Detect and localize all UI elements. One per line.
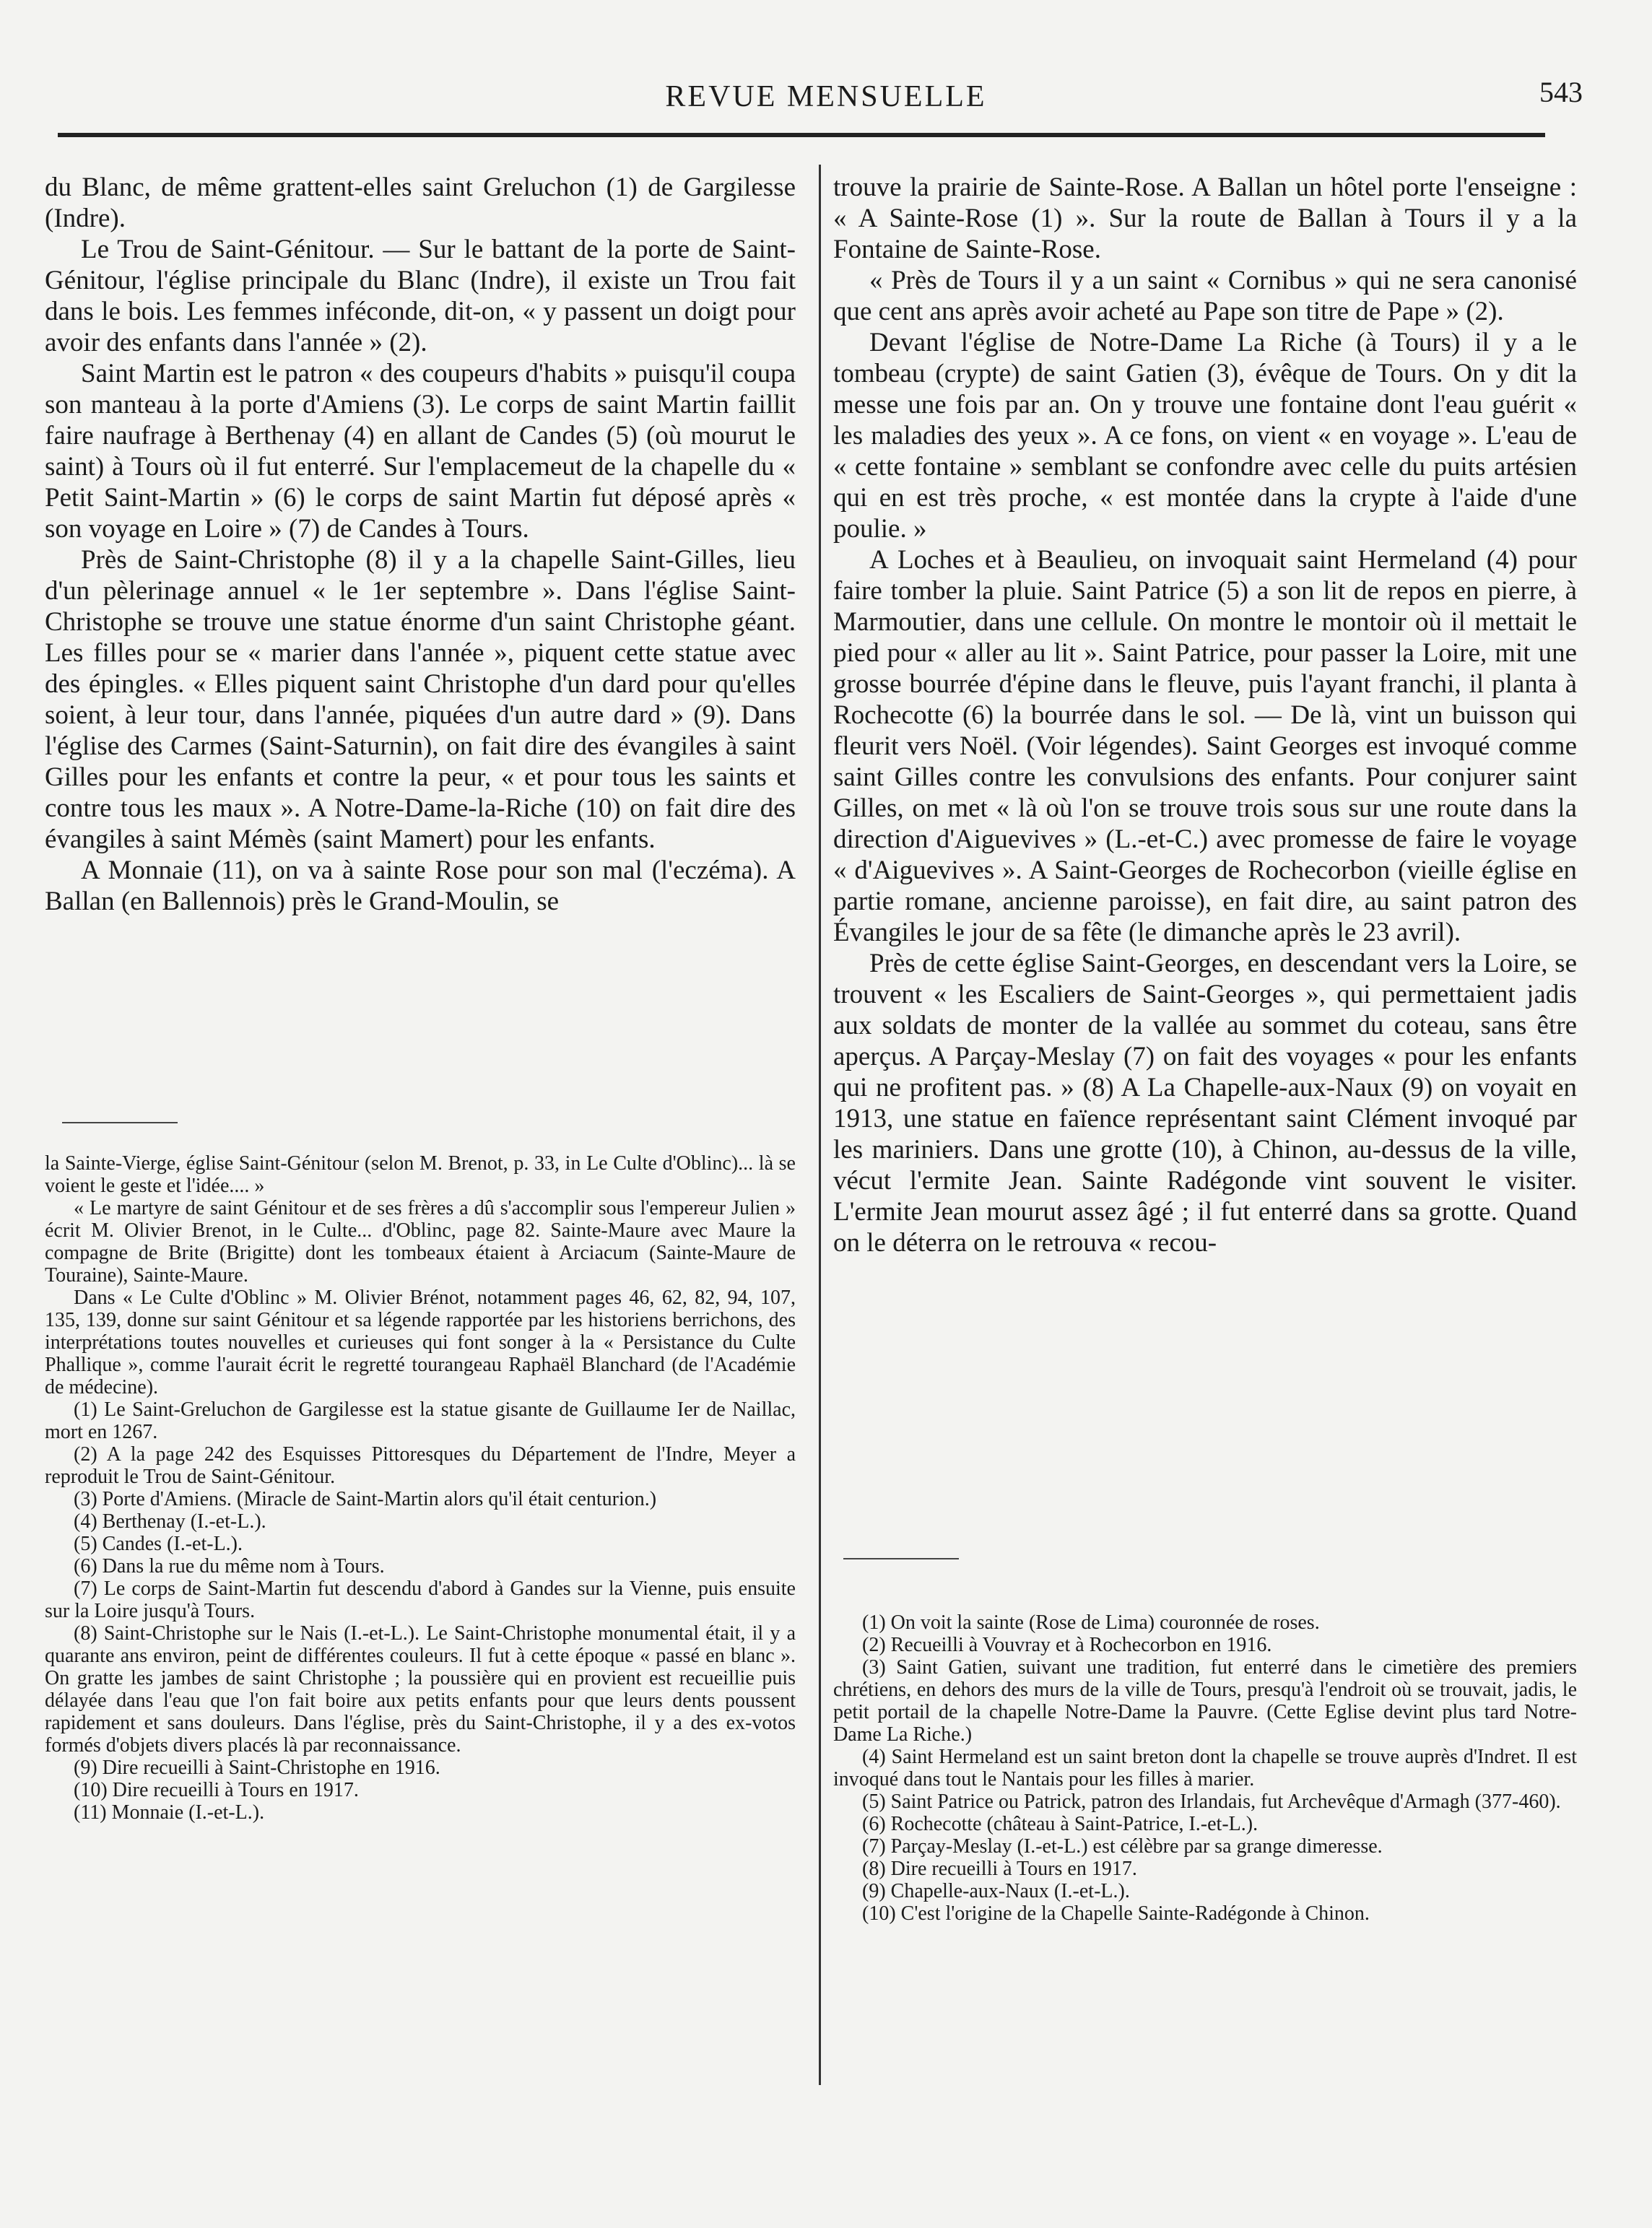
footnote-separator — [843, 1558, 959, 1559]
header-rule — [58, 133, 1545, 137]
paragraph: trouve la prairie de Sainte-Rose. A Ballan un hôtel porte l'enseigne : « A Sainte-Rose (1) ». Sur la route de Ballan à Tours il y a la Fontaine de Sainte-Rose. — [833, 173, 1577, 264]
footnote: (7) Le corps de Saint-Martin fut descendu d'abord à Gandes sur la Vienne, puis ensuite sur la Loire jusqu'à Tours. — [45, 1578, 796, 1622]
left-footnotes — [45, 1152, 796, 2062]
footnote: « Le martyre de saint Génitour et de ses frères a dû s'accomplir sous l'empereur Julien » écrit M. Olivier Brenot, in le Culte... d'Oblinc, page 82. Sainte-Maure avec Maure la compagne de Brite (Brigitte) dont les tombeaux étaient à Arciacum (Sainte-Maure de Touraine), Sainte-Maure. — [45, 1197, 796, 1287]
right-column — [833, 172, 1577, 2088]
paragraph: « Près de Tours il y a un saint « Cornibus » qui ne sera canonisé que cent ans après avoir acheté au Pape son titre de Pape » (2). — [833, 266, 1577, 326]
footnote: (2) Recueilli à Vouvray et à Rochecorbon en 1916. — [862, 1634, 1272, 1656]
footnote: (10) Dire recueilli à Tours en 1917. — [74, 1779, 359, 1801]
footnote: (10) C'est l'origine de la Chapelle Sainte-Radégonde à Chinon. — [862, 1902, 1370, 1925]
paragraph: Près de cette église Saint-Georges, en descendant vers la Loire, se trouvent « les Escaliers de Saint-Georges », qui permettaient jadis aux soldats de monter de la vallée au sommet du coteau, sans être aperçus. A Parçay-Meslay (7) on fait des voyages « pour les enfants qui ne profitent pas. » (8) A La Chapelle-aux-Naux (9) on voyait en 1913, une statue en faïence représentant saint Clément invoqué par les mariniers. Dans une grotte (10), à Chinon, au-dessus de la ville, vécut l'ermite Jean. Sainte Radégonde vint souvent le visiter. L'ermite Jean mourut assez âgé ; il fut enterré dans sa grotte. Quand on le déterra on le retrouva « recou- — [833, 949, 1577, 1258]
footnote: (2) A la page 242 des Esquisses Pittoresques du Département de l'Indre, Meyer a reproduit le Trou de Saint-Génitour. — [45, 1443, 796, 1488]
footnote: (9) Chapelle-aux-Naux (I.-et-L.). — [862, 1880, 1130, 1902]
paragraph: Saint Martin est le patron « des coupeurs d'habits » puisqu'il coupa son manteau à la porte d'Amiens (3). Le corps de saint Martin faillit faire naufrage à Berthenay (4) en allant de Candes (5) (où mourut le saint) à Tours où il fut enterré. Sur l'emplacemeut de la chapelle du « Petit Saint-Martin » (6) le corps de saint Martin fut déposé après « son voyage en Loire » (7) de Candes à Tours. — [45, 359, 796, 544]
footnote: (3) Saint Gatien, suivant une tradition, fut enterré dans le cimetière des premiers chrétiens, en dehors des murs de la ville de Tours, presqu'à l'endroit où se trouvait, jadis, le petit portail de la chapelle Notre-Dame la Pauvre. (Cette Eglise devint plus tard Notre-Dame La Riche.) — [833, 1656, 1577, 1746]
running-title: REVUE MENSUELLE — [665, 80, 987, 113]
footnote: (7) Parçay-Meslay (I.-et-L.) est célèbre par sa grange dimeresse. — [862, 1835, 1383, 1858]
footnote: (9) Dire recueilli à Saint-Christophe en 1916. — [74, 1757, 440, 1779]
footnote: (1) On voit la sainte (Rose de Lima) couronnée de roses. — [862, 1611, 1320, 1634]
footnote: (1) Le Saint-Greluchon de Gargilesse est la statue gisante de Guillaume Ier de Naillac, mort en 1267. — [45, 1398, 796, 1443]
footnote: (6) Rochecotte (château à Saint-Patrice, I.-et-L.). — [862, 1813, 1258, 1835]
paragraph: Le Trou de Saint-Génitour. — Sur le battant de la porte de Saint-Génitour, l'église principale du Blanc (Indre), il existe un Trou fait dans le bois. Les femmes inféconde, dit-on, « y passent un doigt pour avoir des enfants dans l'année » (2). — [45, 235, 796, 357]
footnote: (4) Saint Hermeland est un saint breton dont la chapelle se trouve auprès d'Indret. Il est invoqué dans tout le Nantais pour les filles à marier. — [833, 1746, 1577, 1790]
footnote: (5) Saint Patrice ou Patrick, patron des Irlandais, fut Archevêque d'Armagh (377-460). — [862, 1790, 1561, 1813]
footnote: (5) Candes (I.-et-L.). — [74, 1533, 243, 1555]
footnote: (8) Dire recueilli à Tours en 1917. — [862, 1858, 1137, 1880]
left-column — [45, 172, 796, 2062]
footnote: (8) Saint-Christophe sur le Nais (I.-et-L.). Le Saint-Christophe monumental était, il y a quarante ans environ, peint de différentes couleurs. Il fut à cette époque « passé en blanc ». On gratte les jambes de saint Christophe ; la poussière qui en provient est recueillie puis délayée dans l'eau que l'on fait boire aux petits enfants pour que leurs dents poussent rapidement et sans douleurs. Dans l'église, près du Saint-Christophe, il y a des ex-votos formés d'objets divers placés là par reconnaissance. — [45, 1622, 796, 1757]
page-number: 543 — [1539, 76, 1583, 108]
paragraph: A Loches et à Beaulieu, on invoquait saint Hermeland (4) pour faire tomber la pluie. Saint Patrice (5) a son lit de repos en pierre, à Marmoutier, dans une cellule. On montre le montoir où il mettait le pied pour « aller au lit ». Saint Patrice, pour passer la Loire, mit une grosse bourrée d'épine dans le fleuve, puis l'ayant franchi, il planta à Rochecotte (6) la bourrée dans le sol. — De là, vint un buisson qui fleurit vers Noël. (Voir légendes). Saint Georges est invoqué comme saint Gilles contre les convulsions des enfants. Pour conjurer saint Gilles, on met « là où l'on se trouve trois sous sur une route dans la direction d'Aiguevives » (L.-et-C.) avec promesse de faire le voyage « d'Aiguevives ». A Saint-Georges de Rochecorbon (vieille église en partie romane, ancienne paroisse), en fait dire, au saint patron des Évangiles le jour de sa fête (le dimanche après le 23 avril). — [833, 545, 1577, 947]
footnote: (4) Berthenay (I.-et-L.). — [74, 1510, 266, 1533]
right-footnotes — [833, 1611, 1577, 2088]
paragraph: A Monnaie (11), on va à sainte Rose pour son mal (l'eczéma). A Ballan (en Ballennois) près le Grand-Moulin, se — [45, 856, 796, 916]
paragraph: Près de Saint-Christophe (8) il y a la chapelle Saint-Gilles, lieu d'un pèlerinage annuel « le 1er septembre ». Dans l'église Saint-Christophe se trouve une statue énorme d'un saint Christophe géant. Les filles pour se « marier dans l'année », piquent cette statue avec des épingles. « Elles piquent saint Christophe d'un dard pour qu'elles soient, à leur tour, dans l'année, piquées d'un autre dard » (9). Dans l'église des Carmes (Saint-Saturnin), on fait dire des évangiles à saint Gilles pour les enfants et contre la peur, « et pour tous les saints et contre tous les maux ». A Notre-Dame-la-Riche (10) on fait dire des évangiles à saint Mémès (saint Mamert) pour les enfants. — [45, 545, 796, 854]
footnote: la Sainte-Vierge, église Saint-Génitour (selon M. Brenot, p. 33, in Le Culte d'Oblinc)... là se voient le geste et l'idée.... » — [45, 1152, 796, 1197]
footnote: (11) Monnaie (I.-et-L.). — [74, 1801, 265, 1824]
paragraph: du Blanc, de même grattent-elles saint Greluchon (1) de Gargilesse (Indre). — [45, 173, 796, 233]
column-divider — [819, 165, 821, 2085]
running-head — [0, 72, 1652, 116]
paragraph: Devant l'église de Notre-Dame La Riche (à Tours) il y a le tombeau (crypte) de saint Gatien (3), évêque de Tours. On y dit la messe une fois par an. On y trouve une fontaine dont l'eau guérit « les maladies des yeux ». A ce fons, on vient « en voyage ». L'eau de « cette fontaine » semblant se confondre avec celle du puits artésien qui en est très proche, « est montée dans la crypte à l'aide d'une poulie. » — [833, 328, 1577, 544]
footnote: Dans « Le Culte d'Oblinc » M. Olivier Brénot, notamment pages 46, 62, 82, 94, 107, 135, 139, donne sur saint Génitour et sa légende rapportée par les historiens berrichons, des interprétations toutes nouvelles et curieuses qui font songer à la « Persistance du Culte Phallique », comme l'aurait écrit le regretté tourangeau Raphaël Blanchard (de l'Académie de médecine). — [45, 1287, 796, 1398]
right-body-text — [833, 172, 1577, 1522]
footnote-separator — [62, 1122, 178, 1123]
footnote: (6) Dans la rue du même nom à Tours. — [74, 1555, 385, 1578]
left-body-text — [45, 172, 796, 1096]
footnote: (3) Porte d'Amiens. (Miracle de Saint-Martin alors qu'il était centurion.) — [74, 1488, 657, 1510]
